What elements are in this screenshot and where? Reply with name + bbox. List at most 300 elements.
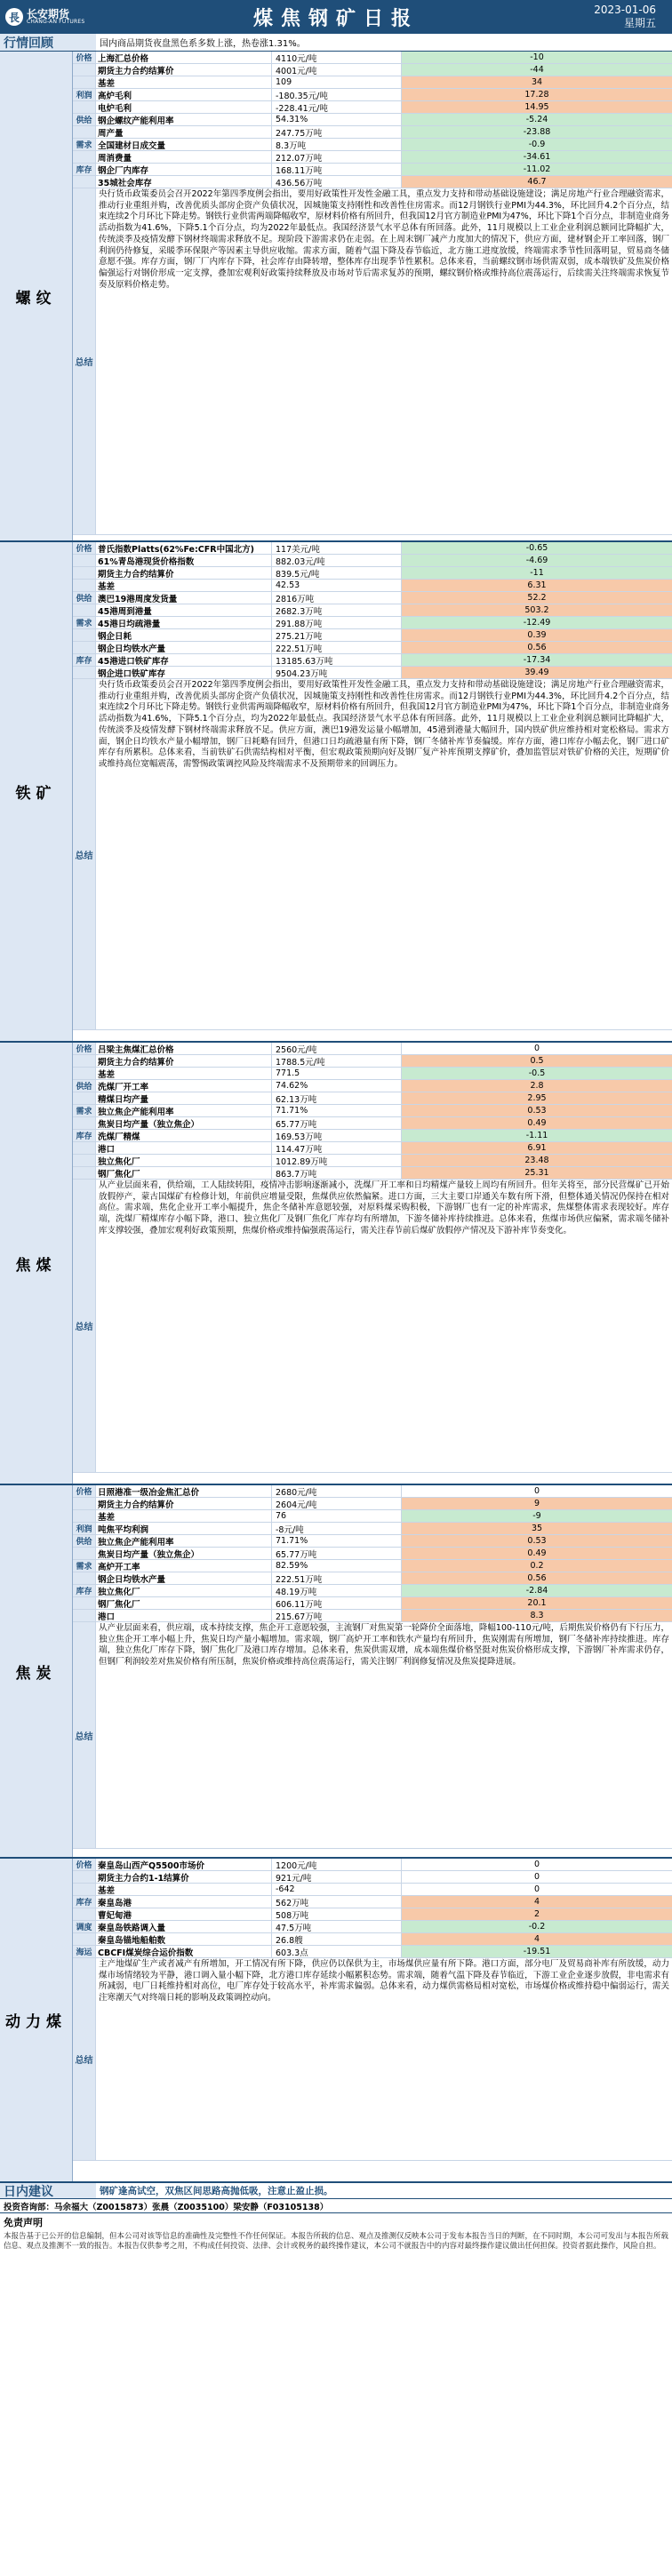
indicator-row (73, 629, 672, 642)
indicator-name: 基差 (96, 580, 272, 591)
indicator-change: 34 (402, 76, 672, 88)
indicator-row (73, 1859, 672, 1871)
market-review (0, 34, 672, 52)
report-title: 煤焦钢矿日报 (252, 7, 419, 30)
indicator-row (73, 1908, 672, 1921)
indicator-value: 168.11万吨 (272, 164, 402, 175)
section-body (73, 52, 672, 540)
indicator-value: 169.53万吨 (272, 1130, 402, 1141)
indicator-value: 47.5万吨 (272, 1921, 402, 1932)
indicator-row (73, 1167, 672, 1180)
indicator-value: 222.51万吨 (272, 1572, 402, 1584)
indicator-name: 港口 (96, 1142, 272, 1154)
indicator-change: -11 (402, 567, 672, 579)
summary-text: 央行货币政策委员会召开2022年第四季度例会指出，要用好政策性开发性金融工具，重点发力支持和带动基础设施建设；满足房地产行业合理融资需求，推动行业重组并购，改善优质头部房企资产负债状况，因城施策支持刚性和改善性住房需求。而12月钢铁行业PMI为44.3%，环比回升4.2个百分点，结束连续2个月环比下降走势。钢铁行业供需两端降幅收窄，原材料价格有所回升，但我国12月官方制造业PMI为47%，环比下降1个百分点，非制造业商务活动指数为41.6%，下降5.1个百分点，均为2022年最低点。我国经济景气水平总体有所回落。此外，11月规模以上工业企业利润总额同比降幅扩大，传统淡季及疫情发酵下钢材终端需求释放不足。现阶段下游需求仍在走弱。在上周末钢厂减产力度加大的情况下，供应方面，建材钢企开工率回落，钢厂利润仍待修复，采暖季环保限产等因素主导供应收缩。需求方面，随着气温下降及春节临近，北方施工进度放缓，终端需求季节性回落明显，贸易商冬储意愿不强。库存方面，钢厂厂内库存下降，社会库存由降转增，整体库存出现季节性累积。总体来看，当前螺纹钢市场供需双弱，成本端铁矿及焦炭价格偏强运行对钢价形成一定支撑，叠加宏观利好政策持续释放及市场对节后需求复苏的预期，螺纹钢价格或维持高位震荡运行，后续需关注终端需求恢复节奏及原料价格走势。 (99, 189, 669, 290)
indicator-row (73, 1921, 672, 1933)
indicator-value: 4110元/吨 (272, 52, 402, 63)
indicator-value: 921元/吨 (272, 1871, 402, 1883)
indicator-name: 钢企日均铁水产量 (96, 1572, 272, 1584)
indicator-value: 2682.3万吨 (272, 604, 402, 616)
indicator-value: 1788.5元/吨 (272, 1055, 402, 1067)
indicator-change: 0 (533, 1872, 540, 1882)
category-cell (73, 667, 96, 678)
indicator-value: 71.71% (272, 1535, 402, 1547)
category-cell (73, 1908, 96, 1920)
category-cell: 价格 (73, 1485, 96, 1497)
summary-block (73, 1958, 672, 2161)
indicator-name: 期货主力合约结算价 (96, 64, 272, 76)
indicator-value: 2816万吨 (272, 592, 402, 604)
indicator-row (73, 176, 672, 188)
category-cell: 需求 (73, 617, 96, 628)
indicator-change: 0 (533, 1486, 540, 1496)
indicator-change: 503.2 (402, 604, 672, 616)
indicator-row (73, 1055, 672, 1068)
section-name: 螺纹 (0, 52, 73, 540)
indicator-change: -4.69 (402, 555, 672, 566)
indicator-name: 电炉毛利 (96, 101, 272, 113)
category-cell: 供给 (73, 1080, 96, 1092)
indicator-name: 秦皇岛铁路调入量 (96, 1921, 272, 1932)
logo-mark-icon: 長 (5, 8, 23, 26)
indicator-row (73, 89, 672, 101)
indicator-name: 45港日均疏港量 (96, 617, 272, 628)
category-cell (73, 126, 96, 138)
indicator-change: 0.49 (402, 1117, 672, 1129)
category-cell (73, 1117, 96, 1129)
indicator-row (73, 52, 672, 64)
indicator-row (73, 1092, 672, 1105)
category-cell (73, 1871, 96, 1883)
indicator-row (73, 126, 672, 139)
indicator-change: -17.34 (402, 654, 672, 666)
indicator-row (73, 1946, 672, 1958)
indicator-change: 46.7 (402, 176, 672, 188)
indicator-value: 275.21万吨 (272, 629, 402, 641)
indicator-value: 215.67万吨 (272, 1610, 402, 1621)
section-1 (0, 542, 672, 1043)
indicator-row (73, 1560, 672, 1572)
section-body (73, 542, 672, 1041)
category-cell: 库存 (73, 1585, 96, 1596)
indicator-row (73, 1130, 672, 1142)
indicator-row (73, 642, 672, 654)
indicator-row (73, 1105, 672, 1117)
indicator-name: 高炉毛利 (96, 89, 272, 100)
indicator-name: 钢企厂内库存 (96, 164, 272, 175)
indicator-name: 期货主力合约结算价 (96, 1055, 272, 1067)
market-review-text: 国内商品期货夜盘黑色系多数上涨，热卷涨1.31%。 (100, 39, 306, 49)
indicator-change: 4 (402, 1933, 672, 1945)
indicator-value: 117美元/吨 (272, 542, 402, 554)
category-cell (73, 567, 96, 579)
category-cell (73, 1597, 96, 1609)
indicator-name: 周产量 (96, 126, 272, 138)
indicator-row (73, 654, 672, 667)
indicator-name: 钢企进口铁矿库存 (96, 667, 272, 678)
indicator-name: 基差 (96, 1068, 272, 1079)
indicator-name: 洗煤厂开工率 (96, 1080, 272, 1092)
indicator-name: 秦皇岛锚地船舶数 (96, 1933, 272, 1945)
indicator-row (73, 1043, 672, 1055)
indicator-value: 603.3点 (272, 1946, 402, 1957)
logo-name-cn: 长安期货 (27, 7, 70, 20)
indicator-change: 14.95 (402, 101, 672, 113)
indicator-name: 期货主力合约结算价 (96, 1498, 272, 1509)
indicator-change: 52.2 (402, 592, 672, 604)
indicator-row (73, 1572, 672, 1585)
indicator-name: 独立焦化厂 (96, 1155, 272, 1166)
section-body (73, 1859, 672, 2181)
section-2 (0, 1043, 672, 1485)
section-name: 焦煤 (0, 1043, 73, 1484)
indicator-name: 焦炭日均产量（独立焦企） (96, 1117, 272, 1129)
indicator-change: 39.49 (402, 667, 672, 678)
indicator-row (73, 1933, 672, 1946)
indicator-name: 钢厂焦化厂 (96, 1597, 272, 1609)
category-cell (73, 64, 96, 76)
indicator-change: 2.8 (402, 1080, 672, 1092)
category-cell (73, 629, 96, 641)
section-4 (0, 1859, 672, 2183)
indicator-row (73, 604, 672, 617)
summary-label: 总结 (73, 679, 96, 1029)
indicator-value: 114.47万吨 (272, 1142, 402, 1154)
indicator-name: 钢企日均铁水产量 (96, 642, 272, 653)
category-cell (73, 1167, 96, 1179)
indicator-value: 8.3万吨 (272, 139, 402, 150)
indicator-name: 洗煤厂精煤 (96, 1130, 272, 1141)
category-cell: 库存 (73, 1896, 96, 1908)
indicator-row (73, 617, 672, 629)
report-date: 2023-01-06 (594, 4, 656, 16)
category-cell: 供给 (73, 114, 96, 125)
indicator-value: 82.59% (272, 1560, 402, 1572)
indicator-change: 2.95 (402, 1092, 672, 1104)
indicator-change: -10 (402, 52, 672, 63)
category-cell: 利润 (73, 89, 96, 100)
indicator-value: 48.19万吨 (272, 1585, 402, 1596)
indicator-name: 钢企螺纹产能利用率 (96, 114, 272, 125)
indicator-name: 上海汇总价格 (96, 52, 272, 63)
category-cell (73, 1884, 96, 1895)
indicator-name: 吨焦平均利润 (96, 1523, 272, 1534)
indicator-name: 61%青岛港现货价格指数 (96, 555, 272, 566)
indicator-value: 54.31% (272, 114, 402, 125)
indicator-name: 钢企日耗 (96, 629, 272, 641)
section-body (73, 1043, 672, 1484)
indicator-value: 2560元/吨 (272, 1043, 402, 1054)
indicator-value: 771.5 (272, 1068, 402, 1079)
category-cell: 需求 (73, 1105, 96, 1116)
category-cell (73, 76, 96, 88)
indicator-change: 0 (533, 1884, 540, 1894)
indicator-value: 76 (272, 1510, 402, 1522)
indicator-name: 45港周到港量 (96, 604, 272, 616)
indicator-row (73, 542, 672, 555)
indicator-change: 2 (402, 1908, 672, 1920)
logo-name-en: CHANG-AN FUTURES (27, 19, 85, 26)
indicator-row (73, 139, 672, 151)
indicator-value: 42.53 (272, 580, 402, 591)
category-cell (73, 101, 96, 113)
indicator-change: 0.56 (402, 1572, 672, 1584)
indicator-name: 周消费量 (96, 151, 272, 163)
indicator-value: 562万吨 (272, 1896, 402, 1908)
indicator-row (73, 667, 672, 679)
indicator-name: CBCFI煤炭综合运价指数 (96, 1946, 272, 1957)
indicator-name: 精煤日均产量 (96, 1092, 272, 1104)
category-cell (73, 1510, 96, 1522)
indicator-name: 全国建材日成交量 (96, 139, 272, 150)
category-cell (73, 604, 96, 616)
indicator-change: 4 (402, 1896, 672, 1908)
indicator-change: 0 (533, 1044, 540, 1053)
category-cell (73, 1055, 96, 1067)
indicator-value: -8元/吨 (272, 1523, 402, 1534)
indicator-name: 高炉开工率 (96, 1560, 272, 1572)
category-cell (73, 1933, 96, 1945)
intraday-suggestion-text: 钢矿逢高试空，双焦区间思路高抛低吸，注意止盈止损。 (100, 2186, 333, 2196)
indicator-change: 25.31 (402, 1167, 672, 1179)
summary-block (73, 679, 672, 1030)
indicator-row (73, 1155, 672, 1167)
indicator-name: 秦皇岛港 (96, 1896, 272, 1908)
category-cell (73, 1155, 96, 1166)
indicator-value: 222.51万吨 (272, 642, 402, 653)
indicator-row (73, 1585, 672, 1597)
category-cell (73, 580, 96, 591)
indicator-change: 6.91 (402, 1142, 672, 1154)
category-cell: 价格 (73, 542, 96, 554)
indicator-value: 4001元/吨 (272, 64, 402, 76)
indicator-name: 吕梁主焦煤汇总价格 (96, 1043, 272, 1054)
indicator-row (73, 1548, 672, 1560)
category-cell: 库存 (73, 1130, 96, 1141)
summary-label: 总结 (73, 1622, 96, 1848)
category-cell: 需求 (73, 1560, 96, 1572)
category-cell: 调度 (73, 1921, 96, 1932)
indicator-change: -2.84 (402, 1585, 672, 1596)
summary-label: 总结 (73, 1958, 96, 2160)
summary-text: 央行货币政策委员会召开2022年第四季度例会指出，要用好政策性开发性金融工具，重点发力支持和带动基础设施建设；满足房地产行业合理融资需求，推动行业重组并购，改善优质头部房企资产负债状况，因城施策支持刚性和改善性住房需求。而12月钢铁行业PMI为44.3%，环比回升4.2个百分点，结束连续2个月环比下降走势。钢铁行业供需两端降幅收窄，原材料价格有所回升，但我国12月官方制造业PMI为47%，环比下降1个百分点，非制造业商务活动指数为41.6%，下降5.1个百分点，均为2022年最低点。我国经济景气水平总体有所回落。此外，11月规模以上工业企业利润总额同比降幅扩大，传统淡季及疫情发酵下钢材终端需求释放不足。供应方面，澳巴19港发运量小幅增加，45港到港量大幅回升，国内铁矿供应维持相对宽松格局。需求方面，钢企日均铁水产量小幅增加，钢厂日耗略有回升，但港口日均疏港量有所下降，钢厂冬储补库节奏偏缓。库存方面，港口库存小幅去化，钢厂进口矿库存有所累积。总体来看，当前铁矿石供需结构相对平衡，但宏观政策预期向好及钢厂复产补库预期支撑矿价，叠加监管层对铁矿价格的关注，短期矿价或维持高位宽幅震荡，需警惕政策调控风险及终端需求不及预期带来的回调压力。 (99, 680, 669, 769)
indicator-row (73, 1871, 672, 1884)
indicator-row (73, 76, 672, 89)
indicator-value: 247.75万吨 (272, 126, 402, 138)
indicator-row (73, 114, 672, 126)
indicator-change: 0.2 (402, 1560, 672, 1572)
indicator-value: 291.88万吨 (272, 617, 402, 628)
indicator-name: 35城社会库存 (96, 176, 272, 188)
indicator-row (73, 1068, 672, 1080)
indicator-change: 20.1 (402, 1597, 672, 1609)
indicator-value: 212.07万吨 (272, 151, 402, 163)
indicator-change: 23.48 (402, 1155, 672, 1166)
summary-text: 从产业层面来看，供应端，成本持续支撑，焦企开工意愿较强，主流钢厂对焦炭第一轮降价全面落地，降幅100-110元/吨，后期焦炭价格仍有下行压力，独立焦企开工率小幅上升，焦炭日均产量小幅增加。需求端，钢厂高炉开工率和铁水产量均有所回升，焦炭刚需有所增加，钢厂冬储补库持续推进。库存端，独立焦化厂库存下降，钢厂焦化厂及港口库存增加。总体来看，焦炭供需双增，成本端焦煤价格坚挺对焦炭价格形成支撑，下游钢厂补库需求仍存，但钢厂利润较差对焦炭价格有所压制，焦炭价格或维持高位震荡运行，需关注钢厂利润修复情况及焦炭提降进展。 (99, 1623, 669, 1668)
indicator-change: 8.3 (402, 1610, 672, 1621)
indicator-change: -9 (402, 1510, 672, 1522)
summary-text: 主产地煤矿生产或者减产有所增加，开工情况有所下降，供应仍以保供为主，市场煤供应量有所下降。港口方面，部分电厂及贸易商补库有所放缓，动力煤市场情绪较为平静，港口调入量小幅下降，北方港口库存延续小幅累积态势。需求端，随着气温下降及春节临近，下游工业企业逐步放假，非电需求有所减弱，电厂日耗维持相对高位，电厂库存处于较高水平，补库需求偏弱。总体来看，动力煤供需格局相对宽松，市场煤价格或维持稳中偏弱运行，需关注寒潮天气对终端日耗的影响及政策调控动向。 (99, 1959, 669, 2004)
indicator-name: 独立焦企产能利用率 (96, 1105, 272, 1116)
category-cell: 供给 (73, 592, 96, 604)
indicator-change: 35 (402, 1523, 672, 1534)
indicator-change: -0.5 (402, 1068, 672, 1079)
indicator-change: -23.88 (402, 126, 672, 138)
indicator-name: 曹妃甸港 (96, 1908, 272, 1920)
indicator-name: 独立焦化厂 (96, 1585, 272, 1596)
indicator-change: 9 (402, 1498, 672, 1509)
indicator-change: 0.53 (402, 1105, 672, 1116)
indicator-name: 基差 (96, 1510, 272, 1522)
indicator-change: 0.53 (402, 1535, 672, 1547)
indicator-name: 基差 (96, 1884, 272, 1895)
indicator-value: 882.03元/吨 (272, 555, 402, 566)
indicator-name: 日照港准一级冶金焦汇总价 (96, 1485, 272, 1497)
indicator-row (73, 580, 672, 592)
indicator-change: -11.02 (402, 164, 672, 175)
indicator-change: 0 (533, 1860, 540, 1869)
section-name: 铁矿 (0, 542, 73, 1041)
indicator-row (73, 1510, 672, 1523)
indicator-change: -12.49 (402, 617, 672, 628)
section-body (73, 1485, 672, 1857)
indicator-row (73, 101, 672, 114)
indicator-value: 2680元/吨 (272, 1485, 402, 1497)
intraday-suggestion-label: 日内建议 (0, 2183, 96, 2198)
indicator-row (73, 1884, 672, 1896)
indicator-row (73, 1535, 672, 1548)
category-cell (73, 1092, 96, 1104)
indicator-name: 港口 (96, 1610, 272, 1621)
indicator-value: 13185.63万吨 (272, 654, 402, 666)
category-cell: 库存 (73, 164, 96, 175)
category-cell (73, 1548, 96, 1559)
indicator-change: -34.61 (402, 151, 672, 163)
category-cell: 海运 (73, 1946, 96, 1957)
indicator-change: -5.24 (402, 114, 672, 125)
indicator-value: -180.35元/吨 (272, 89, 402, 100)
category-cell (73, 1610, 96, 1621)
indicator-row (73, 1142, 672, 1155)
indicator-change: 0.49 (402, 1548, 672, 1559)
category-cell (73, 1572, 96, 1584)
indicator-value: 26.8艘 (272, 1933, 402, 1945)
indicator-row (73, 1498, 672, 1510)
indicator-change: 17.28 (402, 89, 672, 100)
indicator-change: 6.31 (402, 580, 672, 591)
category-cell: 利润 (73, 1523, 96, 1534)
commodity-sections (0, 52, 672, 2183)
analyst-list: 投资咨询部：马余福大（Z0015873）张晨（Z0035100）梁安静（F03105138） (0, 2199, 672, 2213)
summary-block (73, 1180, 672, 1473)
category-cell (73, 1142, 96, 1154)
indicator-value: -228.41元/吨 (272, 101, 402, 113)
category-cell: 价格 (73, 52, 96, 63)
indicator-row (73, 555, 672, 567)
indicator-value: 109 (272, 76, 402, 88)
disclaimer-title: 免责声明 (4, 2217, 43, 2228)
indicator-change: -1.11 (402, 1130, 672, 1141)
indicator-name: 澳巴19港周度发货量 (96, 592, 272, 604)
indicator-row (73, 151, 672, 164)
indicator-value: 1012.89万吨 (272, 1155, 402, 1166)
indicator-row (73, 567, 672, 580)
indicator-row (73, 1080, 672, 1092)
indicator-row (73, 592, 672, 604)
indicator-value: -642 (272, 1884, 402, 1895)
disclaimer-text: 本报告基于已公开的信息编制，但本公司对该等信息的准确性及完整性不作任何保证。本报告所载的信息、观点及推测仅反映本公司于发布本报告当日的判断，在不同时期，本公司可发出与本报告所载信息、观点及推测不一致的报告。本报告仅供参考之用，不构成任何投资、法律、会计或税务的最终操作建议，本公司不就报告中的内容对最终操作建议做出任何担保。投资者据此操作，风险自担。 (4, 2232, 669, 2251)
summary-block (73, 1622, 672, 1849)
category-cell (73, 1498, 96, 1509)
section-name: 焦炭 (0, 1485, 73, 1857)
indicator-value: 9504.23万吨 (272, 667, 402, 678)
indicator-value: 1200元/吨 (272, 1859, 402, 1870)
indicator-row (73, 1117, 672, 1130)
category-cell: 价格 (73, 1859, 96, 1870)
indicator-change: 0.56 (402, 642, 672, 653)
market-review-label: 行情回顾 (0, 34, 96, 51)
indicator-value: 65.77万吨 (272, 1548, 402, 1559)
indicator-change: -0.65 (402, 542, 672, 554)
category-cell (73, 1068, 96, 1079)
indicator-change: 0.39 (402, 629, 672, 641)
indicator-change: -0.2 (402, 1921, 672, 1932)
indicator-name: 普氏指数Platts(62%Fe:CFR中国北方) (96, 542, 272, 554)
indicator-value: 606.11万吨 (272, 1597, 402, 1609)
indicator-value: 65.77万吨 (272, 1117, 402, 1129)
intraday-suggestion (0, 2183, 672, 2199)
indicator-row (73, 1610, 672, 1622)
category-cell (73, 555, 96, 566)
indicator-row (73, 64, 672, 76)
indicator-name: 基差 (96, 76, 272, 88)
section-0 (0, 52, 672, 542)
indicator-value: 436.56万吨 (272, 176, 402, 188)
indicator-change: -44 (402, 64, 672, 76)
category-cell: 库存 (73, 654, 96, 666)
indicator-name: 独立焦企产能利用率 (96, 1535, 272, 1547)
indicator-value: 863.7万吨 (272, 1167, 402, 1179)
indicator-value: 2604元/吨 (272, 1498, 402, 1509)
indicator-change: 0.5 (402, 1055, 672, 1067)
category-cell (73, 176, 96, 188)
report-header (0, 0, 672, 34)
summary-block (73, 188, 672, 535)
indicator-change: -0.9 (402, 139, 672, 150)
category-cell: 价格 (73, 1043, 96, 1054)
section-3 (0, 1485, 672, 1859)
indicator-name: 秦皇岛山西产Q5500市场价 (96, 1859, 272, 1870)
indicator-name: 期货主力合约结算价 (96, 567, 272, 579)
indicator-value: 62.13万吨 (272, 1092, 402, 1104)
summary-label: 总结 (73, 1180, 96, 1472)
indicator-name: 45港进口铁矿库存 (96, 654, 272, 666)
indicator-name: 钢厂焦化厂 (96, 1167, 272, 1179)
indicator-row (73, 1523, 672, 1535)
report-date-block (594, 4, 656, 30)
indicator-row (73, 1896, 672, 1908)
summary-label: 总结 (73, 188, 96, 534)
indicator-value: 71.71% (272, 1105, 402, 1116)
category-cell: 需求 (73, 139, 96, 150)
indicator-row (73, 1485, 672, 1498)
indicator-row (73, 1597, 672, 1610)
indicator-row (73, 164, 672, 176)
section-name: 动力煤 (0, 1859, 73, 2181)
report-weekday: 星期五 (623, 17, 656, 29)
indicator-change: -19.51 (402, 1946, 672, 1957)
indicator-value: 839.5元/吨 (272, 567, 402, 579)
